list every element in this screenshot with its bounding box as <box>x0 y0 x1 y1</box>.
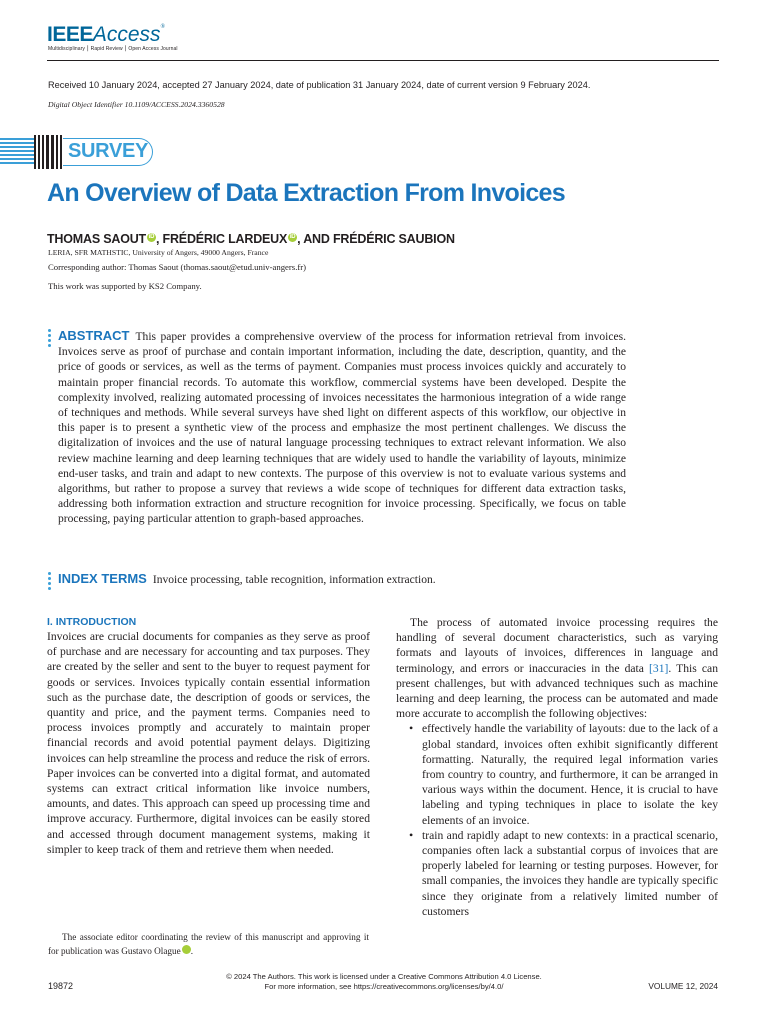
license-link[interactable]: For more information, see https://creativecommons.org/licenses/by/4.0/ <box>264 982 504 991</box>
paragraph-text: . This can present challenges, but with advanced techniques such as machine learning and deep learning, the process can be automated and made more accurate to accomplish the following objectives: <box>396 661 718 721</box>
logo-registered-mark: ® <box>160 24 166 30</box>
volume-label: VOLUME 12, 2024 <box>648 981 718 991</box>
abstract-text: This paper provides a comprehensive overview of the process for information retrieval from invoices. Invoices serve as proof of purchase and contain important information, including the date, description, quantity, and the price of goods or services, as well as the terms of payment. Companies must process invoices quickly and accurately to maintain proper financial records. To automate this workflow, commercial systems have been developed. Despite the complexity involved, realizing automated processing of invoices necessitates the harmonious integration of a wide range of techniques and methods. While several surveys have shed light on different aspects of this workflow, our objective in this paper is to present a synthetic view of the process and emphasize the most pertinent challenges. We discuss the digitalization of invoices and the use of natural language processing techniques to extract relevant information. We also review machine learning and deep learning techniques that are widely used to handle the variability of layouts, minimize end-user tasks, and train and adapt to new contexts. The purpose of this overview is not to evaluate various systems and algorithms, but rather to propose a survey that reviews a wide scope of techniques for different data extraction tasks, addressing both information extraction and structure recognition for invoice processing. Specifically, we focus on table processing, paying particular attention to graph-based approaches. <box>58 331 626 526</box>
editor-footnote-end: . <box>190 946 193 957</box>
journal-tagline: Multidisciplinary ⎮ Rapid Review ⎮ Open Access Journal <box>48 46 178 52</box>
index-terms-text: Invoice processing, table recognition, information extraction. <box>152 574 436 586</box>
orcid-icon[interactable]: iD <box>182 945 191 954</box>
funding-note: This work was supported by KS2 Company. <box>48 281 202 291</box>
author-separator: , AND <box>297 232 333 246</box>
orcid-icon[interactable]: iD <box>289 233 296 240</box>
editor-footnote-text: The associate editor coordinating the review of this manuscript and approving it for publication was Gustavo Olague <box>48 932 369 957</box>
logo-ieee-text: IEEE <box>47 23 93 46</box>
abstract-heading: ABSTRACT <box>58 328 130 343</box>
index-terms-heading: INDEX TERMS <box>58 571 147 586</box>
article-type-label: SURVEY <box>68 140 149 162</box>
paragraph-text: The process of automated invoice processing requires the handling of several document characteristics, such as varying formats and layouts of invoices, differences in language and terminology, and errors or inaccuracies in the data <box>396 616 718 675</box>
author-separator: , <box>156 232 163 246</box>
index-terms-marker-icon <box>48 572 51 592</box>
abstract-marker-icon <box>48 329 51 349</box>
publication-dates: Received 10 January 2024, accepted 27 January 2024, date of publication 31 January 2024, date of current version 9 February 2024. <box>48 80 591 90</box>
orcid-icon[interactable]: iD <box>148 233 155 240</box>
index-terms <box>58 571 436 586</box>
left-column <box>47 616 370 857</box>
editor-footnote <box>48 930 369 959</box>
corresponding-author: Corresponding author: Thomas Saout (thomas.saout@etud.univ-angers.fr) <box>48 262 307 272</box>
right-column <box>396 615 718 919</box>
banner-stripes <box>0 138 34 168</box>
author-name: FRÉDÉRIC SAUBION <box>332 232 455 246</box>
page-number: 19872 <box>48 981 74 991</box>
license-line: © 2024 The Authors. This work is licensed under a Creative Commons Attribution 4.0 License. <box>226 972 542 981</box>
header-rule <box>47 60 719 61</box>
author-list <box>47 232 455 246</box>
author-name: FRÉDÉRIC LARDEUX <box>162 232 288 246</box>
ieee-access-logo <box>47 24 165 45</box>
list-item: • effectively handle the variability of layouts: due to the lack of a global standard, invoices often exhibit significantly different formatting. Naturally, the required legal information varies from country to country, and furthermore, it can be arranged in various ways within the document. Hence, it is crucial to have labeling and typing techniques in place to isolate the key elements of an invoice. <box>396 721 718 827</box>
affiliation: LERIA, SFR MATHSTIC, University of Angers, 49000 Angers, France <box>48 248 269 257</box>
author-name: THOMAS SAOUT <box>47 232 146 246</box>
paper-title: An Overview of Data Extraction From Invoices <box>47 179 565 207</box>
banner-barcode <box>34 135 64 169</box>
intro-paragraph-right <box>396 615 718 721</box>
section-heading-introduction: I. INTRODUCTION <box>47 616 137 628</box>
doi-line: Digital Object Identifier 10.1109/ACCESS.2024.3360528 <box>48 100 225 109</box>
abstract-block <box>58 328 626 528</box>
citation-link[interactable]: [31] <box>649 661 669 675</box>
objectives-list <box>396 721 718 919</box>
logo-access-text: Access <box>92 23 161 46</box>
list-item: • train and rapidly adapt to new contexts: in a practical scenario, companies often lack a substantial corpus of invoices that are properly labeled for learning or testing purposes. However, for small companies, the invoices they handle are typically specific since they originate from a relatively limited number of customers <box>396 828 718 919</box>
intro-paragraph: Invoices are crucial documents for companies as they serve as proof of purchase and are necessary for accounting and tax purposes. They are created by the seller and sent to the buyer to request payment for goods or services. Invoices typically contain essential information such as the purchase date, the description of goods or services, the quantity and price, and the payment terms. Companies need to process invoices promptly and accurately to maintain proper financial records and avoid potential payment delays. Digitizing invoices can help streamline the process and reduce the risk of errors. Paper invoices can be converted into a digital format, and automated systems can extract critical information like invoice numbers, amounts, and dates. This approach can speed up processing time and improve accuracy. Furthermore, digital invoices can be easily stored and accessed through document management systems, making it simpler to keep track of them and retrieve them when needed. <box>47 630 370 856</box>
